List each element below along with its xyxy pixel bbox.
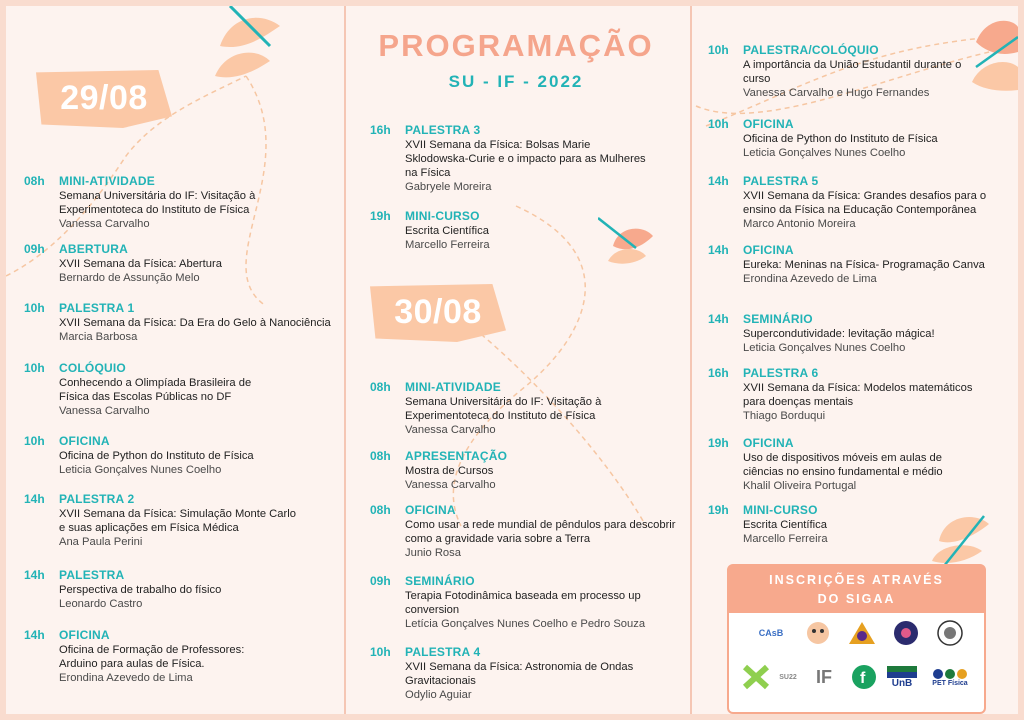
- event-speaker: Thiago Borduqui: [743, 410, 826, 422]
- event-type: OFICINA: [59, 434, 110, 448]
- event-type: OFICINA: [405, 503, 456, 517]
- schedule-event: [24, 301, 331, 344]
- event-speaker: Odylio Aguiar: [405, 689, 472, 701]
- unb-logo: [885, 662, 919, 692]
- event-header: [708, 436, 943, 450]
- date-label: 29/08: [60, 79, 148, 117]
- su22-logo-text: SU22: [779, 673, 797, 681]
- event-time: 08h: [370, 449, 391, 463]
- event-speaker: Ana Paula Perini: [59, 536, 143, 548]
- schedule-event: [24, 242, 222, 285]
- event-title-line: Arduino para aulas de Física.: [59, 658, 205, 670]
- column-divider: [690, 6, 692, 714]
- event-type: PALESTRA: [59, 568, 125, 582]
- event-time: 10h: [708, 117, 729, 131]
- event-title-line: ciências no ensino fundamental e médio: [743, 466, 943, 478]
- event-title-line: Eureka: Meninas na Física- Programação Canva: [743, 259, 985, 271]
- event-time: 09h: [370, 574, 391, 588]
- schedule-event: [370, 645, 633, 702]
- column-divider: [344, 6, 346, 714]
- event-type: OFICINA: [743, 243, 794, 257]
- event-speaker: Khalil Oliveira Portugal: [743, 480, 857, 492]
- event-type: MINI-CURSO: [405, 209, 480, 223]
- schedule-event: [24, 434, 254, 477]
- schedule-event: [24, 174, 255, 231]
- event-type: COLÓQUIO: [59, 361, 126, 375]
- schedule-event: [370, 123, 646, 194]
- mascot-logo: [801, 618, 835, 648]
- event-title-line: Escrita Científica: [405, 225, 489, 237]
- rocket-logo: [889, 618, 923, 648]
- schedule-event: [708, 366, 972, 423]
- event-speaker: Junio Rosa: [405, 547, 461, 559]
- schedule-event: [370, 209, 490, 252]
- seal-logo: [933, 618, 967, 648]
- schedule-event: [24, 568, 221, 611]
- event-speaker: Vanessa Carvalho: [405, 424, 496, 436]
- event-header: [370, 449, 507, 463]
- leaf-icon: [966, 12, 1018, 92]
- event-title-line: Experimentoteca do Instituto de Física: [405, 410, 596, 422]
- event-speaker: Vanessa Carvalho: [405, 479, 496, 491]
- event-type: PALESTRA 6: [743, 366, 819, 380]
- event-time: 14h: [708, 174, 729, 188]
- x-logo: [739, 662, 773, 692]
- event-header: [370, 123, 646, 137]
- event-title-line: Terapia Fotodinâmica baseada em processo up: [405, 590, 641, 602]
- green-f-logo: [847, 662, 881, 692]
- schedule-event: [708, 436, 943, 493]
- event-speaker: Leticia Gonçalves Nunes Coelho: [743, 147, 906, 159]
- event-type: MINI-CURSO: [743, 503, 818, 517]
- event-time: 08h: [370, 380, 391, 394]
- event-title-line: Semana Universitária do IF: Visitação à: [59, 190, 256, 202]
- event-speaker: Leticia Gonçalves Nunes Coelho: [59, 464, 222, 476]
- event-title-line: XVII Semana da Física: Modelos matemáticos: [743, 382, 973, 394]
- event-type: PALESTRA 3: [405, 123, 481, 137]
- event-type: PALESTRA 2: [59, 492, 135, 506]
- if-logo: [807, 662, 841, 692]
- event-title-line: e suas aplicações em Física Médica: [59, 522, 239, 534]
- date-badge: [36, 70, 172, 128]
- event-speaker: Vanessa Carvalho: [59, 218, 150, 230]
- event-header: [708, 243, 985, 257]
- event-title-line: Como usar a rede mundial de pêndulos para descobrir: [405, 519, 676, 531]
- event-title-line: Oficina de Python do Instituto de Física: [743, 133, 938, 145]
- event-title-line: ensino da Física na Educação Contemporânea: [743, 204, 977, 216]
- event-title-line: XVII Semana da Física: Abertura: [59, 258, 222, 270]
- event-title-line: Perspectiva de trabalho do físico: [59, 584, 222, 596]
- event-title-line: Sklodowska-Curie e o impacto para as Mulheres: [405, 153, 646, 165]
- event-title-line: Oficina de Python do Instituto de Física: [59, 450, 254, 462]
- event-header: [708, 312, 935, 326]
- event-title-line: Gravitacionais: [405, 675, 476, 687]
- schedule-event: [370, 574, 645, 631]
- event-speaker: Leonardo Castro: [59, 598, 143, 610]
- event-title-line: Semana Universitária do IF: Visitação à: [405, 396, 602, 408]
- event-type: ABERTURA: [59, 242, 128, 256]
- event-time: 10h: [370, 645, 391, 659]
- event-title-line: conversion: [405, 604, 460, 616]
- page-title: PROGRAMAÇÃO: [378, 28, 654, 63]
- event-title-line: XVII Semana da Física: Grandes desafios para o: [743, 190, 987, 202]
- event-title-line: na Física: [405, 167, 451, 179]
- schedule-event: [24, 361, 251, 418]
- event-header: [24, 492, 296, 506]
- signup-line-1: INSCRIÇÕES ATRAVÉS: [769, 573, 944, 587]
- event-time: 19h: [708, 436, 729, 450]
- signup-box: [727, 564, 986, 714]
- event-speaker: Marco Antonio Moreira: [743, 218, 856, 230]
- event-speaker: Letícia Gonçalves Nunes Coelho e Pedro Souza: [405, 618, 646, 630]
- event-type: PALESTRA 4: [405, 645, 481, 659]
- event-type: APRESENTAÇÃO: [405, 449, 508, 463]
- event-header: [24, 361, 251, 375]
- schedule-event: [708, 174, 986, 231]
- event-header: [708, 366, 972, 380]
- event-title-line: XVII Semana da Física: Simulação Monte Carlo: [59, 508, 296, 520]
- svg-text:f: f: [860, 670, 866, 687]
- event-header: [708, 117, 938, 131]
- unb-logo-text: UnB: [891, 677, 913, 689]
- event-time: 10h: [24, 361, 45, 375]
- event-time: 08h: [370, 503, 391, 517]
- leaf-icon: [598, 216, 658, 266]
- schedule-event: [370, 449, 507, 492]
- casb-logo: [747, 618, 795, 648]
- schedule-event: [708, 312, 935, 355]
- event-time: 14h: [24, 568, 45, 582]
- event-speaker: Vanessa Carvalho: [59, 405, 150, 417]
- event-speaker: Marcia Barbosa: [59, 331, 138, 343]
- event-time: 14h: [708, 312, 729, 326]
- event-header: [708, 43, 961, 57]
- schedule-event: [708, 117, 938, 160]
- event-title-line: XVII Semana da Física: Da Era do Gelo à Nanociência: [59, 317, 331, 329]
- leaf-icon: [210, 6, 300, 86]
- event-title-line: para doenças mentais: [743, 396, 854, 408]
- event-title-line: Conhecendo a Olimpíada Brasileira de: [59, 377, 252, 389]
- schedule-event: [24, 628, 244, 685]
- event-header: [708, 174, 986, 188]
- pet-fisica-logo-text: PET Física: [932, 679, 968, 687]
- event-type: OFICINA: [59, 628, 110, 642]
- event-header: [24, 568, 221, 582]
- event-type: PALESTRA 5: [743, 174, 819, 188]
- event-header: [708, 503, 828, 517]
- page-subtitle: SU - IF - 2022: [448, 72, 584, 91]
- signup-header: [729, 566, 984, 613]
- event-speaker: Erondina Azevedo de Lima: [743, 273, 877, 285]
- event-title-line: XVII Semana da Física: Astronomia de Ondas: [405, 661, 634, 673]
- event-time: 08h: [24, 174, 45, 188]
- if-logo-text: IF: [816, 666, 832, 687]
- event-title-line: como a gravidade varia sobre a Terra: [405, 533, 591, 545]
- event-type: MINI-ATIVIDADE: [405, 380, 501, 394]
- event-header: [24, 628, 244, 642]
- schedule-event: [708, 243, 985, 286]
- date-badge: [370, 284, 506, 342]
- team-logo: [845, 618, 879, 648]
- event-type: SEMINÁRIO: [405, 574, 475, 588]
- schedule-event: [708, 503, 828, 546]
- event-type: MINI-ATIVIDADE: [59, 174, 155, 188]
- event-header: [24, 242, 222, 256]
- event-header: [370, 574, 645, 588]
- event-speaker: Vanessa Carvalho e Hugo Fernandes: [743, 87, 930, 99]
- event-time: 09h: [24, 242, 45, 256]
- event-type: OFICINA: [743, 117, 794, 131]
- event-header: [24, 434, 254, 448]
- event-header: [370, 503, 676, 517]
- event-title-line: A importância da União Estudantil durante o: [743, 59, 962, 71]
- event-speaker: Erondina Azevedo de Lima: [59, 672, 193, 684]
- event-time: 14h: [24, 628, 45, 642]
- event-header: [370, 380, 601, 394]
- event-title-line: Uso de dispositivos móveis em aulas de: [743, 452, 942, 464]
- event-header: [370, 645, 633, 659]
- event-time: 19h: [708, 503, 729, 517]
- event-type: SEMINÁRIO: [743, 312, 813, 326]
- event-title-line: Física das Escolas Públicas no DF: [59, 391, 232, 403]
- event-title-line: curso: [743, 73, 771, 85]
- event-time: 19h: [370, 209, 391, 223]
- event-time: 10h: [708, 43, 729, 57]
- su22-logo: [771, 662, 805, 692]
- casb-logo-text: CAsB: [758, 628, 784, 638]
- leaf-icon: [924, 506, 994, 566]
- event-header: [370, 209, 490, 223]
- event-header: [24, 174, 255, 188]
- event-title-line: Experimentoteca do Instituto de Física: [59, 204, 250, 216]
- event-speaker: Marcello Ferreira: [405, 239, 490, 251]
- event-time: 14h: [708, 243, 729, 257]
- event-title-line: Mostra de Cursos: [405, 465, 494, 477]
- schedule-page: [6, 6, 1018, 714]
- schedule-event: [370, 380, 601, 437]
- event-time: 14h: [24, 492, 45, 506]
- event-header: [24, 301, 331, 315]
- event-time: 10h: [24, 434, 45, 448]
- event-speaker: Gabryele Moreira: [405, 181, 492, 193]
- event-type: PALESTRA/COLÓQUIO: [743, 43, 879, 57]
- event-speaker: Marcello Ferreira: [743, 533, 828, 545]
- event-title-line: Supercondutividade: levitação mágica!: [743, 328, 935, 340]
- signup-line-2: DO SIGAA: [817, 592, 896, 606]
- date-label: 30/08: [394, 293, 482, 331]
- event-speaker: Bernardo de Assunção Melo: [59, 272, 200, 284]
- event-title-line: Escrita Científica: [743, 519, 827, 531]
- schedule-event: [708, 43, 961, 100]
- event-type: OFICINA: [743, 436, 794, 450]
- event-speaker: Leticia Gonçalves Nunes Coelho: [743, 342, 906, 354]
- event-time: 16h: [370, 123, 391, 137]
- event-title-line: XVII Semana da Física: Bolsas Marie: [405, 139, 591, 151]
- event-type: PALESTRA 1: [59, 301, 135, 315]
- event-time: 16h: [708, 366, 729, 380]
- schedule-event: [370, 503, 676, 560]
- event-time: 10h: [24, 301, 45, 315]
- schedule-event: [24, 492, 296, 549]
- event-title-line: Oficina de Formação de Professores:: [59, 644, 245, 656]
- pet-fisica-logo: [927, 662, 973, 692]
